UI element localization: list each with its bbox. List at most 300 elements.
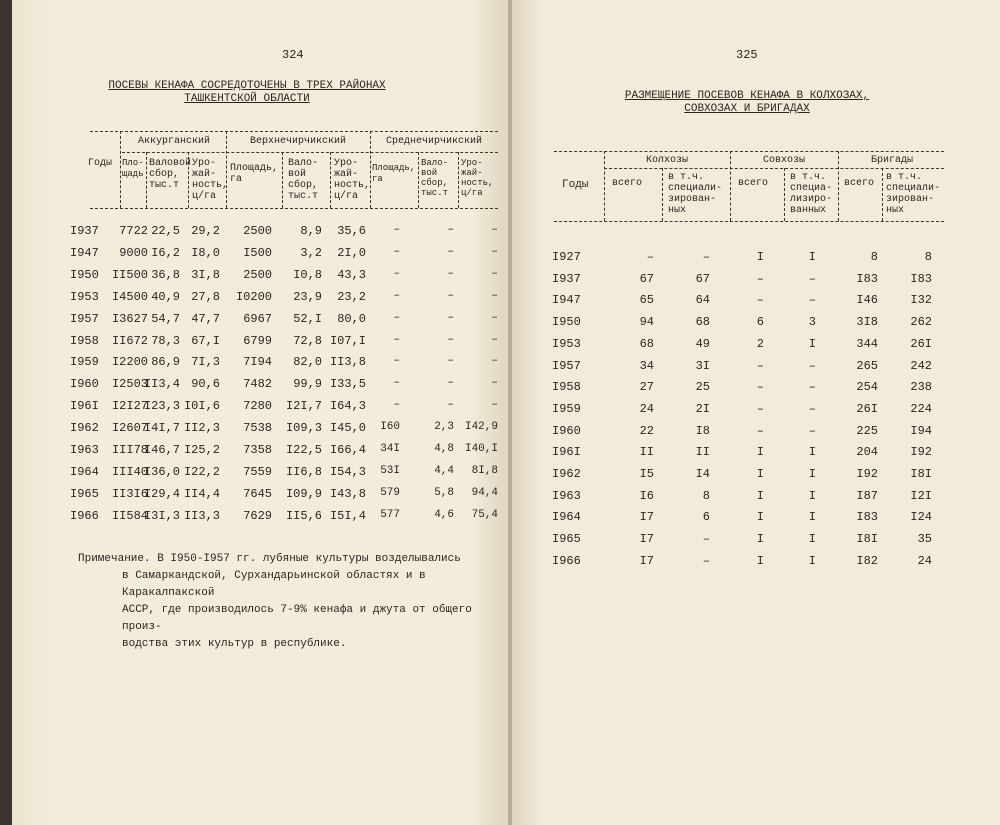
table-cell: 94 [639,315,654,330]
table-cell: – [491,377,498,390]
table-title [82,80,412,106]
rule [554,151,944,152]
rule [662,168,663,221]
header-line: лизиро- [790,194,833,205]
rule [730,151,731,221]
table-cell: – [808,401,816,416]
table-row [512,380,1000,400]
footnote [78,551,510,653]
table-cell: I07,I [329,333,366,348]
rule [554,221,944,222]
table-cell: I92 [910,445,932,460]
table-cell: I8I [856,532,878,547]
table-cell: I500 [243,245,272,260]
table-cell: 344 [856,336,878,351]
table-cell: 7629 [243,508,272,523]
table-cell: – [756,271,764,286]
table-cell: I [756,510,764,525]
table-cell: 3I,8 [191,267,220,282]
table-cell: 27,8 [191,289,220,304]
col-header-group: Бригады [870,155,913,166]
table-cell: I [808,445,816,460]
table-cell: – [393,399,400,412]
table-cell: 23,2 [337,289,366,304]
table-cell: I [756,250,764,264]
header-line: специа- [790,183,833,194]
table-cell: 26I [856,401,878,416]
header-line: Уро- [334,158,359,169]
table-cell: 6 [756,315,764,330]
header-line: вой [421,168,438,178]
table-cell: I4500 [111,289,148,304]
table-cell: – [756,380,764,395]
table-cell: I2I [910,488,932,503]
table-cell: 7482 [243,377,272,392]
table-cell: I8,0 [191,245,220,260]
table-cell: – [702,250,710,264]
table-cell: – [808,423,816,438]
table-cell: I [756,488,764,503]
col-header-district: Верхнечирчикский [249,136,346,147]
table-cell: I32 [910,293,932,308]
table-cell: – [447,377,454,390]
table-cell: I7 [639,553,654,568]
table-cell: I [756,445,764,460]
table-cell: I92 [856,467,878,481]
table-cell: 577 [380,508,400,521]
table-cell: 29,2 [191,224,220,238]
page-number: 325 [736,48,758,62]
table-row [512,554,1000,574]
col-header-gross [149,158,191,191]
table-cell: II3,4 [143,377,180,392]
table-cell: 7538 [243,421,272,436]
table-cell: – [491,399,498,412]
title-line: РАЗМЕЩЕНИЕ ПОСЕВОВ КЕНАФА В КОЛХОЗАХ, [624,90,870,102]
cell-year: I950 [552,315,581,330]
table-cell: – [447,355,454,368]
table-row [12,268,510,288]
col-header-group: Колхозы [645,155,688,166]
table-title [582,90,912,116]
cell-year: I962 [552,467,581,481]
table-cell: 4,4 [434,464,454,477]
rule [604,151,605,221]
table-row [512,337,1000,357]
table-cell: I22,5 [285,443,322,457]
cell-year: I937 [70,224,99,238]
header-line: ность, [334,180,371,191]
cell-year: I965 [552,532,581,547]
table-cell: I22,2 [183,464,220,479]
table-cell: I7 [639,510,654,525]
table-cell: – [491,311,498,324]
table-row [512,315,1000,335]
table-cell: III40 [111,464,148,479]
table-cell: I8I [910,467,932,481]
table-cell: – [447,245,454,258]
table-cell: I46 [856,293,878,308]
table-row [512,489,1000,509]
table-cell: I25,2 [183,443,220,457]
table-cell: I6 [639,488,654,503]
table-cell: 36,8 [151,267,180,282]
table-cell: 2500 [243,224,272,238]
col-header-gross [421,158,448,198]
cell-year: I947 [70,245,99,260]
title-line: ТАШКЕНТСКОЙ ОБЛАСТИ [184,93,310,105]
table-cell: I0I,6 [183,399,220,414]
header-line: ных [668,205,687,216]
table-cell: I2I,7 [285,399,322,414]
page-number: 324 [282,48,304,62]
table-row [12,509,510,529]
table-cell: 225 [856,423,878,438]
table-cell: 67,I [191,333,220,348]
cell-year: I962 [70,421,99,436]
table-cell: 3I8 [856,315,878,330]
col-header-years: Годы [562,179,589,191]
table-cell: 254 [856,380,878,395]
table-cell: 54,7 [151,311,180,326]
table-cell: – [491,333,498,346]
table-cell: 7I,3 [191,355,220,370]
table-cell: 22 [639,423,654,438]
footnote-line: АССР, где производилось 7-9% кенафа и джута от общего произ- [122,604,472,633]
table-cell: I29,4 [143,486,180,501]
table-cell: I0200 [235,289,272,304]
footnote-line: водства этих культур в республике. [122,638,347,650]
table-cell: – [393,333,400,346]
table-cell: 5,8 [434,486,454,499]
table-cell: I2I27 [111,399,148,414]
table-cell: II4,4 [183,486,220,501]
table-cell: I43,8 [329,486,366,501]
table-row [512,445,1000,465]
table-cell: 8,9 [300,224,322,238]
table-cell: 8 [924,250,932,264]
rule [370,131,371,208]
header-line: Вало- [288,158,319,169]
table-cell: II584 [111,508,148,523]
table-cell: – [447,224,454,236]
table-cell: I40,I [464,443,498,455]
table-cell: 3I [695,358,710,373]
table-cell: II3,8 [329,355,366,370]
table-cell: I0,8 [293,267,322,282]
header-line: Площадь, [230,163,279,174]
table-cell: 4,8 [434,443,454,455]
table-cell: I09,9 [285,486,322,501]
table-cell: I46,7 [143,443,180,457]
header-line: жай- [192,169,217,180]
header-line: ц/га [334,191,359,202]
table-cell: 2500 [243,267,272,282]
table-cell: 7645 [243,486,272,501]
table-row [12,465,510,485]
table-cell: 2I [695,401,710,416]
table-cell: 2I,0 [337,245,366,260]
table-cell: I [808,467,816,481]
header-line: ванных [790,205,827,216]
table-row [512,532,1000,552]
header-line: зирован- [886,194,935,205]
table-row [12,334,510,354]
header-line: в т.ч. [790,172,827,183]
col-header-gross [288,158,318,202]
table-cell: II [695,445,710,460]
table-cell: – [447,311,454,324]
table-cell: 22,5 [151,224,180,238]
table-cell: I83 [856,271,878,286]
table-cell: I09,3 [285,421,322,436]
table-cell: 94,4 [471,486,498,499]
table-cell: 8I,8 [471,464,498,477]
table-cell: II3I6 [111,486,148,501]
table-cell: – [491,267,498,280]
cell-year: I947 [552,293,581,308]
table-cell: 67 [639,271,654,286]
col-header-specialized [790,172,832,216]
title-line: ПОСЕВЫ КЕНАФА СОСРЕДОТОЧЕНЫ В ТРЕХ РАЙОНАХ [108,80,386,92]
col-header-yield [334,158,370,202]
table-cell: 24 [639,401,654,416]
rule [330,152,331,208]
table-cell: 64 [695,293,710,308]
title-line: СОВХОЗАХ И БРИГАДАХ [684,103,810,115]
table-cell: 27 [639,380,654,395]
table-cell: I4I,7 [143,421,180,436]
header-line: специали- [668,183,723,194]
table-cell: I5I,4 [329,508,366,523]
header-line: вой [288,169,307,180]
header-line: сбор, [421,178,449,188]
table-cell: I3I,3 [143,508,180,523]
table-cell: 6967 [243,311,272,326]
table-cell: I [808,250,816,264]
table-cell: – [393,355,400,368]
cell-year: I959 [70,355,99,370]
cell-year: I966 [552,553,581,568]
col-header-group: Совхозы [762,155,805,166]
header-line: га [230,174,243,185]
cell-year: I960 [70,377,99,392]
table-cell: 75,4 [471,508,498,521]
table-row [512,250,1000,270]
table-cell: 68 [695,315,710,330]
table-cell: 7I94 [243,355,272,370]
header-line: специали- [886,183,941,194]
table-cell: – [393,267,400,280]
rule [90,131,498,132]
col-header-district: Аккурганский [137,136,210,147]
table-row [512,510,1000,530]
table-cell: I83 [856,510,878,525]
rule [90,208,498,209]
table-cell: – [756,293,764,308]
table-cell: – [808,358,816,373]
table-cell: – [447,289,454,302]
table-row [12,377,510,397]
col-header-total: всего [738,178,769,189]
cell-year: I957 [552,358,581,373]
cell-year: I937 [552,271,581,286]
table-cell: 579 [380,486,400,499]
cell-year: I958 [552,380,581,395]
table-cell: – [808,293,816,308]
header-line: сбор, [288,180,319,191]
table-cell: 8 [870,250,878,264]
table-row [12,355,510,375]
header-line: Валовой [149,158,192,169]
rule [418,152,419,208]
cell-year: I966 [70,508,99,523]
table-cell: I [808,488,816,503]
table-cell: I3627 [111,311,148,326]
table-cell: 8 [702,488,710,503]
table-cell: – [756,401,764,416]
table-cell: 3 [808,315,816,330]
table-row [512,293,1000,313]
table-cell: I82 [856,553,878,568]
table-cell: II5,6 [285,508,322,523]
table-cell: I [808,553,816,568]
table-cell: I2607 [111,421,148,436]
table-cell: I6,2 [151,245,180,260]
table-cell: I7 [639,532,654,547]
col-header-specialized [886,172,940,216]
table-cell: I36,0 [143,464,180,479]
table-cell: 265 [856,358,878,373]
table-cell: III78 [111,443,148,457]
header-line: тыс.т [149,180,180,191]
table-cell: – [491,224,498,236]
table-cell: 35,6 [337,224,366,238]
table-cell: – [808,380,816,395]
rule [122,152,498,153]
cell-year: I964 [552,510,581,525]
table-cell: – [447,399,454,412]
table-cell: I8 [695,423,710,438]
table-cell: I4 [695,467,710,481]
cell-year: I963 [552,488,581,503]
table-cell: 52,I [293,311,322,326]
table-cell: I2503 [111,377,148,392]
table-row [12,399,510,419]
rule [882,168,883,221]
cell-year: I950 [70,267,99,282]
table-row [12,290,510,310]
table-cell: 242 [910,358,932,373]
cell-year: I965 [70,486,99,501]
table-cell: I87 [856,488,878,503]
table-row [12,246,510,266]
table-row [12,421,510,441]
table-row [512,467,1000,487]
cell-year: I96I [70,399,99,414]
table-cell: – [447,333,454,346]
header-line: тыс.т [288,191,319,202]
table-cell: – [393,311,400,324]
table-cell: 238 [910,380,932,395]
table-cell: I64,3 [329,399,366,414]
cell-year: I957 [70,311,99,326]
table-cell: 72,8 [293,333,322,348]
table-cell: I23,3 [143,399,180,414]
table-cell: I [808,532,816,547]
table-cell: 262 [910,315,932,330]
header-line: Вало- [421,158,449,168]
cell-year: I927 [552,250,581,264]
cell-year: I964 [70,464,99,479]
table-row [12,312,510,332]
table-cell: – [491,289,498,302]
table-cell: I [808,336,816,351]
table-cell: 90,6 [191,377,220,392]
table-cell: II [639,445,654,460]
table-cell: I24 [910,510,932,525]
table-row [512,402,1000,422]
table-cell: 2,3 [434,421,454,434]
table-cell: – [393,224,400,236]
col-header-years: Годы [88,158,113,169]
header-line: щадь [122,169,144,179]
table-cell: 65 [639,293,654,308]
header-line: в т.ч. [668,172,705,183]
table-cell: – [393,289,400,302]
table-cell: II672 [111,333,148,348]
table-cell: 43,3 [337,267,366,282]
table-cell: I94 [910,423,932,438]
table-cell: 80,0 [337,311,366,326]
table-cell: 6 [702,510,710,525]
table-cell: 25 [695,380,710,395]
header-line: жай- [334,169,359,180]
table-cell: – [393,377,400,390]
col-header-area [372,163,415,185]
table-cell: 3,2 [300,245,322,260]
col-header-total: всего [844,178,875,189]
table-cell: 68 [639,336,654,351]
table-cell: – [447,267,454,280]
table-cell: I83 [910,271,932,286]
rule [784,168,785,221]
header-line: тыс.т [421,188,449,198]
table-cell: 53I [380,464,400,477]
header-line: Уро- [461,158,483,168]
rule [146,152,147,208]
header-line: в т.ч. [886,172,923,183]
cell-year: I953 [552,336,581,351]
table-cell: I33,5 [329,377,366,392]
table-row [512,359,1000,379]
header-line: Площадь, [372,163,416,173]
table-cell: 34I [380,443,400,455]
table-cell: 24 [917,553,932,568]
header-line: сбор, [149,169,180,180]
header-line: ность, [461,178,494,188]
rule [120,131,121,208]
table-cell: 34 [639,358,654,373]
table-row [12,443,510,463]
cell-year: I96I [552,445,581,460]
table-cell: – [646,250,654,264]
cell-year: I960 [552,423,581,438]
table-cell: 4,6 [434,508,454,521]
table-cell: II2,3 [183,421,220,436]
table-cell: – [756,423,764,438]
table-row [512,272,1000,292]
